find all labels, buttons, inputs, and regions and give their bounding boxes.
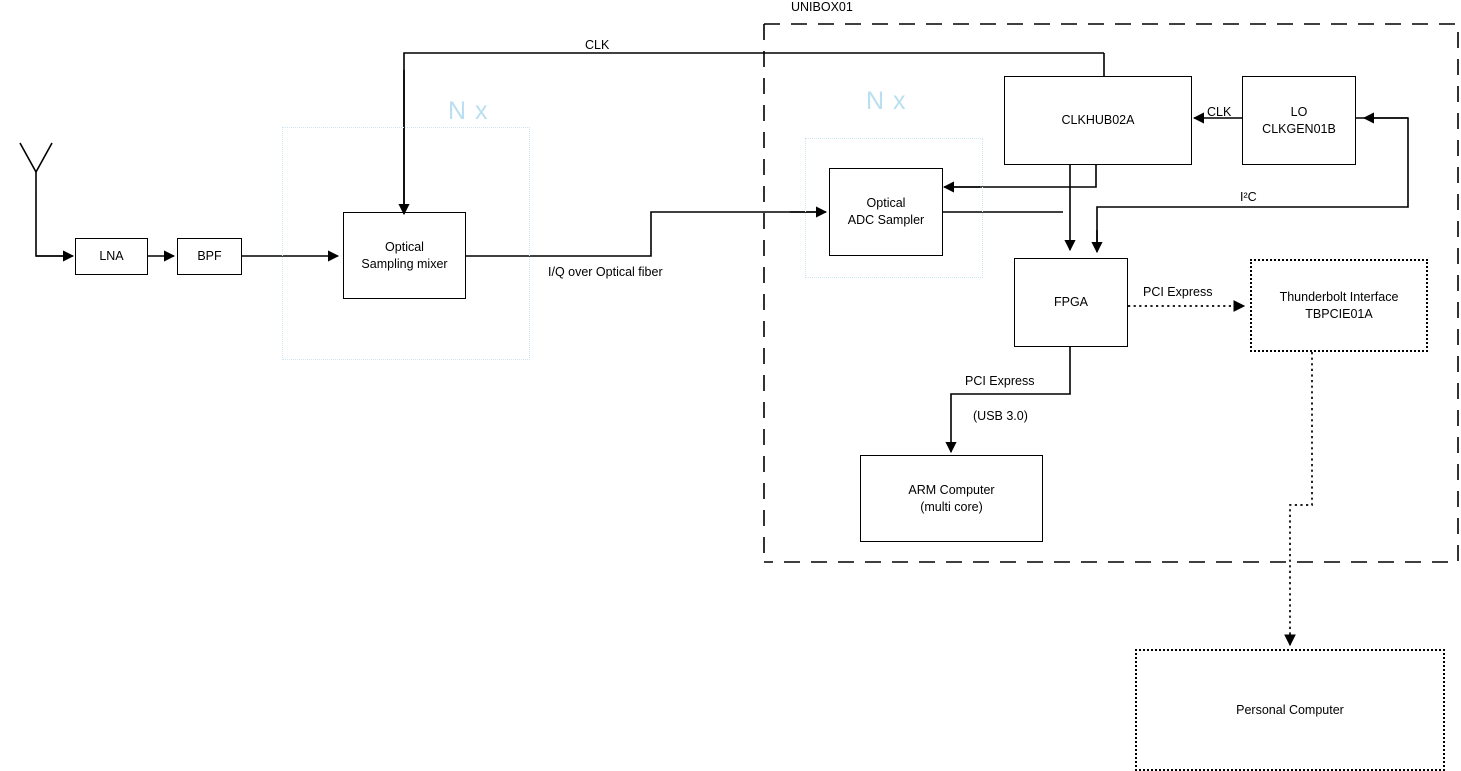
block-thunderbolt-interface-label-2: TBPCIE01A [1305,306,1373,321]
block-clkhub02a[interactable] [1004,76,1192,165]
block-lo-clkgen01b[interactable] [1242,76,1356,165]
edge-label-pci-express-thunderbolt: PCI Express [1143,285,1213,299]
block-thunderbolt-interface-label-1: Thunderbolt Interface [1279,289,1399,304]
edge-label-usb3: (USB 3.0) [973,409,1028,423]
block-thunderbolt-interface[interactable] [1250,259,1428,352]
block-fpga[interactable] [1014,258,1128,347]
block-optical-adc-sampler[interactable] [829,168,943,256]
block-optical-sampling-mixer[interactable] [343,212,466,299]
block-personal-computer[interactable] [1135,649,1445,771]
block-lo-clkgen01b-label-2: CLKGEN01B [1262,121,1336,136]
block-arm-computer-label-2: (multi core) [920,499,983,514]
unibox-label: UNIBOX01 [791,0,853,14]
block-optical-sampling-mixer-label-2: Sampling mixer [361,256,448,271]
block-bpf-label: BPF [197,249,222,264]
edge-label-clk-top: CLK [585,38,610,52]
edge-label-i2c: I²C [1240,190,1257,204]
edge-label-iq-over-fiber: I/Q over Optical fiber [548,265,663,279]
edge-thunderbolt-pc [1290,352,1312,645]
edge-label-clk-lo: CLK [1207,105,1232,119]
block-arm-computer-label-1: ARM Computer [908,482,995,497]
block-personal-computer-label: Personal Computer [1236,702,1344,717]
block-lna-label: LNA [99,249,124,264]
group-digital-nx-label: N x [866,87,907,115]
block-lna[interactable] [75,238,148,275]
block-clkhub02a-label: CLKHUB02A [1061,113,1135,128]
edge-label-pci-express-arm: PCI Express [965,374,1035,388]
block-bpf[interactable] [177,238,242,275]
block-arm-computer[interactable] [860,455,1043,542]
group-analog-nx-label: N x [448,97,489,125]
block-lo-clkgen01b-label-1: LO [1290,104,1308,119]
block-fpga-label: FPGA [1053,295,1089,310]
block-optical-adc-sampler-label-1: Optical [866,196,906,211]
antenna-icon [20,143,52,190]
block-optical-sampling-mixer-label-1: Optical [385,239,424,254]
block-optical-adc-sampler-label-2: ADC Sampler [847,213,925,227]
